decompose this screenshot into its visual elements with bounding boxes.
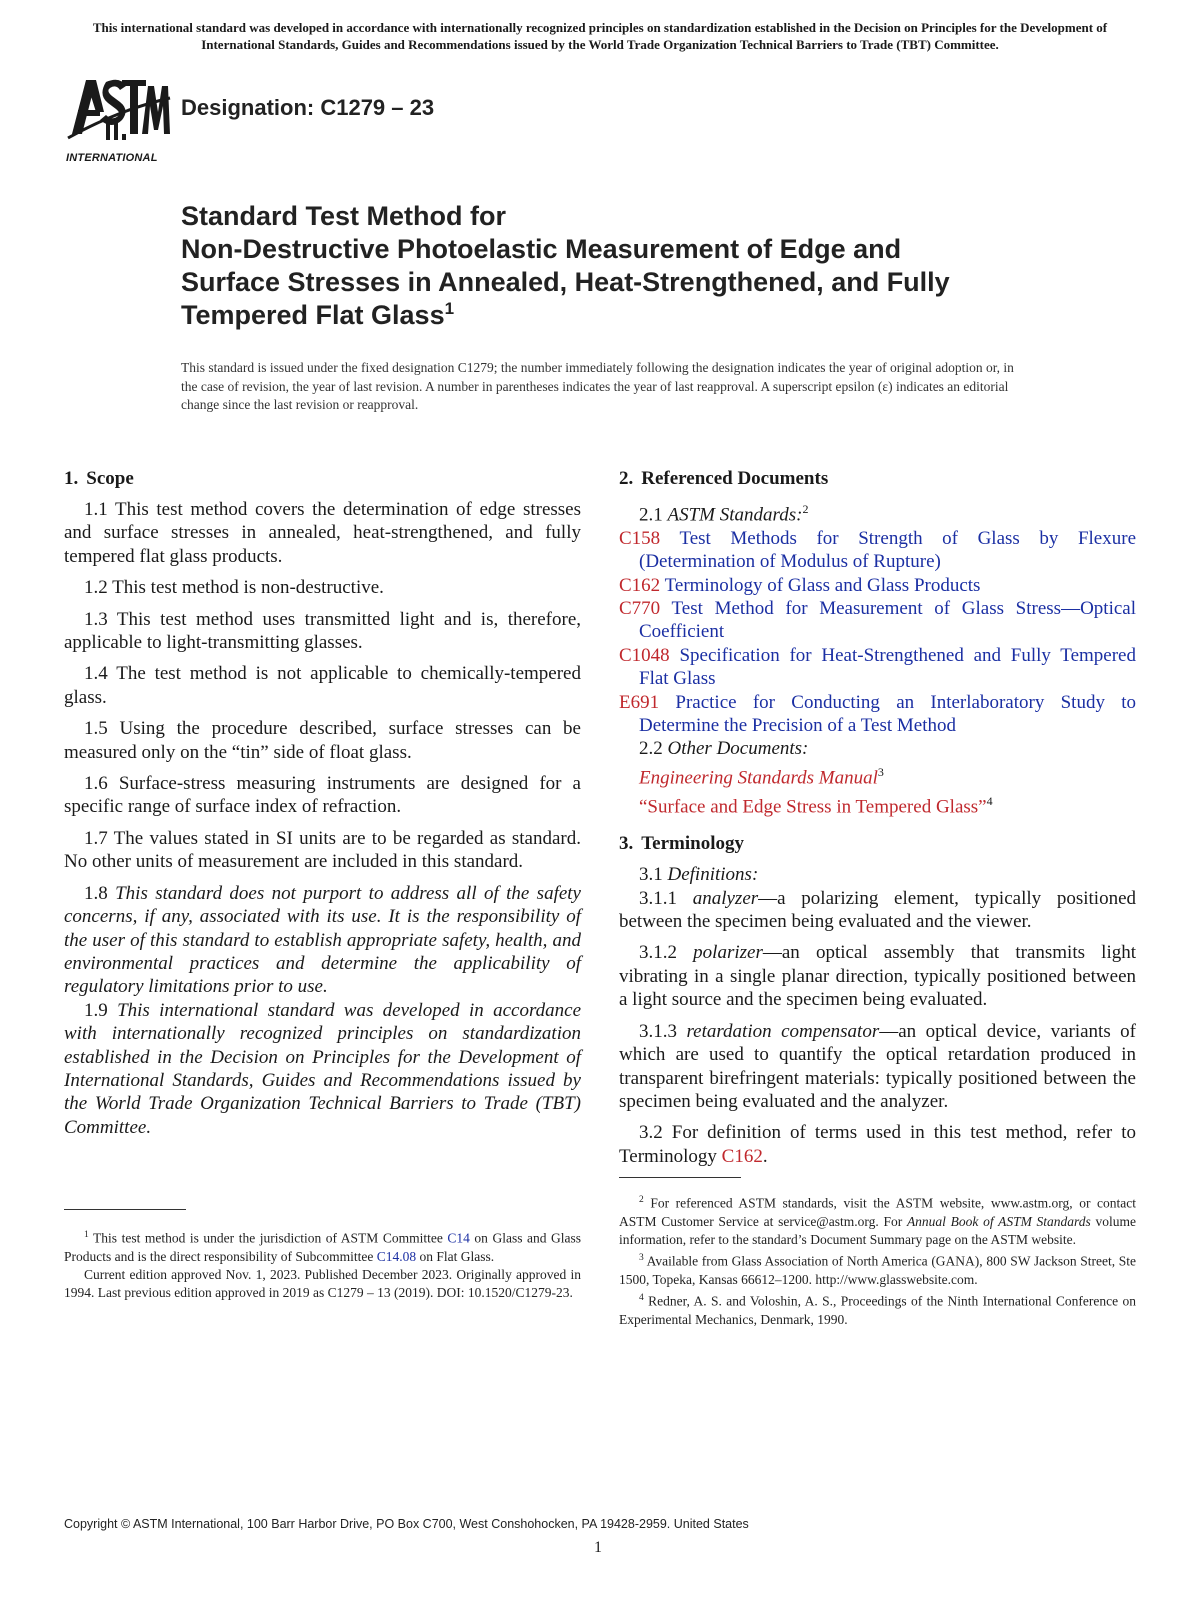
issued-note: This standard is issued under the fixed designation C1279; the number immediately following the designation indicates the year of original adoption or, in the case of revision, the year of last revision. A number in parentheses indicates the year of last reapproval. A superscript epsilon (ε) indicates an editorial change since the last revision or reapproval. — [181, 360, 1014, 412]
tbt-header-note: This international standard was developed in accordance with internationally recognized principles on standardization established in the Decision on Principles for the Development of International Standards, Guides and Recommendations issued by the World Trade Organization Technical Barriers to Trade (TBT) Committee. — [92, 20, 1108, 52]
scope-1-7: 1.7 The values stated in SI units are to be regarded as standard. No other units of measurement are included in this standard. — [64, 827, 581, 873]
document-title — [181, 200, 1081, 332]
astm-logo — [66, 72, 172, 168]
scope-heading: 1. Scope — [64, 468, 134, 489]
ref-item[interactable]: C1048 Specification for Heat-Strengthened and Fully Tempered Flat Glass — [619, 644, 1136, 690]
other-doc-2[interactable]: “Surface and Edge Stress in Tempered Glass”$^4$ — [639, 793, 993, 817]
scope-1-8: 1.8 This standard does not purport to address all of the safety concerns, if any, associated with its use. It is the responsibility of the user of this standard to establish appropriate safety, health, and environmental practices and determine the applicability of regulatory limitations prior to use. — [64, 882, 581, 998]
term-polarizer: 3.1.2 polarizer—an optical assembly that transmits light vibrating in a single planar direction, typically positioned between a light source and the specimen being evaluated. — [619, 942, 1137, 1011]
ref-item[interactable]: C158 Test Methods for Strength of Glass by Flexure (Determination of Modulus of Rupture) — [619, 527, 1136, 573]
referenced-heading: 2. Referenced Documents — [619, 468, 829, 489]
scope-1-5: 1.5 Using the procedure described, surface stresses can be measured only on the “tin” side of float glass. — [64, 718, 581, 763]
edition-note: Current edition approved Nov. 1, 2023. Published December 2023. Originally approved in 1994. Last previous edition approved in 2019 as C1279 – 13 (2019). DOI: 10.1520/C1279-23. — [64, 1267, 581, 1301]
title-line-4: Tempered Flat Glass$^1$ — [181, 299, 455, 330]
scope-1-4: 1.4 The test method is not applicable to chemically-tempered glass. — [64, 663, 581, 708]
copyright: Copyright © ASTM International, 100 Barr Harbor Drive, PO Box C700, West Conshohocken, PA 19428-2959. United States — [64, 1517, 749, 1531]
footnotes-left — [64, 1226, 581, 1303]
title-line-3: Surface Stresses in Annealed, Heat-Strengthened, and Fully — [181, 267, 950, 297]
term-analyzer: 3.1.1 analyzer—a polarizing element, typically positioned between the specimen being evaluated and the viewer. — [619, 887, 1136, 933]
designation: Designation: C1279 – 23 — [181, 95, 435, 120]
link-c162[interactable]: C162 — [721, 1145, 763, 1167]
footnote-rule-left — [64, 1209, 186, 1210]
title-footnote-mark[interactable]: 1 — [444, 299, 455, 318]
ref-item[interactable]: C162 Terminology of Glass and Glass Products — [619, 574, 981, 596]
footnote-1: $^1$ This test method is under the jurisdiction of ASTM Committee C14 on Glass and Glass Products and is the direct responsibility of Subcommittee C14.08 on Flat Glass. — [64, 1230, 582, 1264]
other-doc-1[interactable]: Engineering Standards Manual$^3$ — [639, 764, 884, 789]
scope-1-1: 1.1 This test method covers the determination of edge stresses and surface stresses in annealed, heat-strengthened, and fully tempered flat glass products. — [64, 499, 581, 567]
definitions-label: 3.1 Definitions: — [639, 864, 759, 886]
footnotes-right — [619, 1191, 1136, 1330]
title-line-2: Non-Destructive Photoelastic Measurement of Edge and — [181, 234, 902, 264]
footnote-3: $^3$ Available from Glass Association of North America (GANA), 800 SW Jackson Street, Ste 1500, Topeka, Kansas 66612–1200. http://www.glasswebsite.com. — [619, 1253, 1136, 1288]
scope-1-3: 1.3 This test method uses transmitted light and is, therefore, applicable to light-transmitting glasses. — [64, 608, 581, 654]
astm-standards-label: 2.1 ASTM Standards:$^2$ — [639, 502, 809, 526]
left-column — [64, 467, 581, 1147]
term-retardation-compensator: 3.1.3 retardation compensator—an optical device, variants of which are used to quantify the optical retardation produced in transparent birefringent materials: typically positioned between the specimen being evaluated and the analyzer. — [619, 1020, 1137, 1112]
page-number: 1 — [594, 1539, 602, 1556]
ref-item[interactable]: E691 Practice for Conducting an Interlaboratory Study to Determine the Precision of a Test Method — [619, 691, 1137, 736]
right-column — [619, 467, 1136, 1176]
scope-1-9: 1.9 This international standard was developed in accordance with internationally recognized principles on standardization established in the Decision on Principles for the Development of International Standards, Guides and Recommendations issued by the World Trade Organization Technical Barriers to Trade (TBT) Committee. — [64, 999, 581, 1138]
title-line-1: Standard Test Method for — [181, 201, 507, 231]
footnote-2: $^2$ For referenced ASTM standards, visit the ASTM website, www.astm.org, or contact ASTM Customer Service at service@astm.org. For Annual Book of ASTM Standards volume information, refer to the standard’s Document Summary page on the ASTM website. — [619, 1195, 1137, 1248]
footnote-rule-right — [619, 1177, 741, 1178]
other-documents-label: 2.2 Other Documents: — [639, 738, 809, 760]
ref-item[interactable]: C770 Test Method for Measurement of Glass Stress—Optical Coefficient — [619, 597, 1136, 643]
scope-1-6: 1.6 Surface-stress measuring instruments are designed for a specific range of surface index of refraction. — [64, 773, 581, 818]
logo-text: INTERNATIONAL — [66, 152, 158, 164]
terminology-3-2: 3.2 For definition of terms used in this test method, refer to Terminology C162. — [619, 1122, 1136, 1167]
footnote-4: $^4$ Redner, A. S. and Voloshin, A. S., Proceedings of the Ninth International Conference on Experimental Mechanics, Denmark, 1990. — [619, 1293, 1136, 1328]
link-c14-08[interactable]: C14.08 — [376, 1248, 417, 1264]
terminology-heading: 3. Terminology — [619, 833, 744, 855]
link-c14[interactable]: C14 — [447, 1230, 470, 1246]
scope-1-2: 1.2 This test method is non-destructive. — [84, 577, 384, 599]
